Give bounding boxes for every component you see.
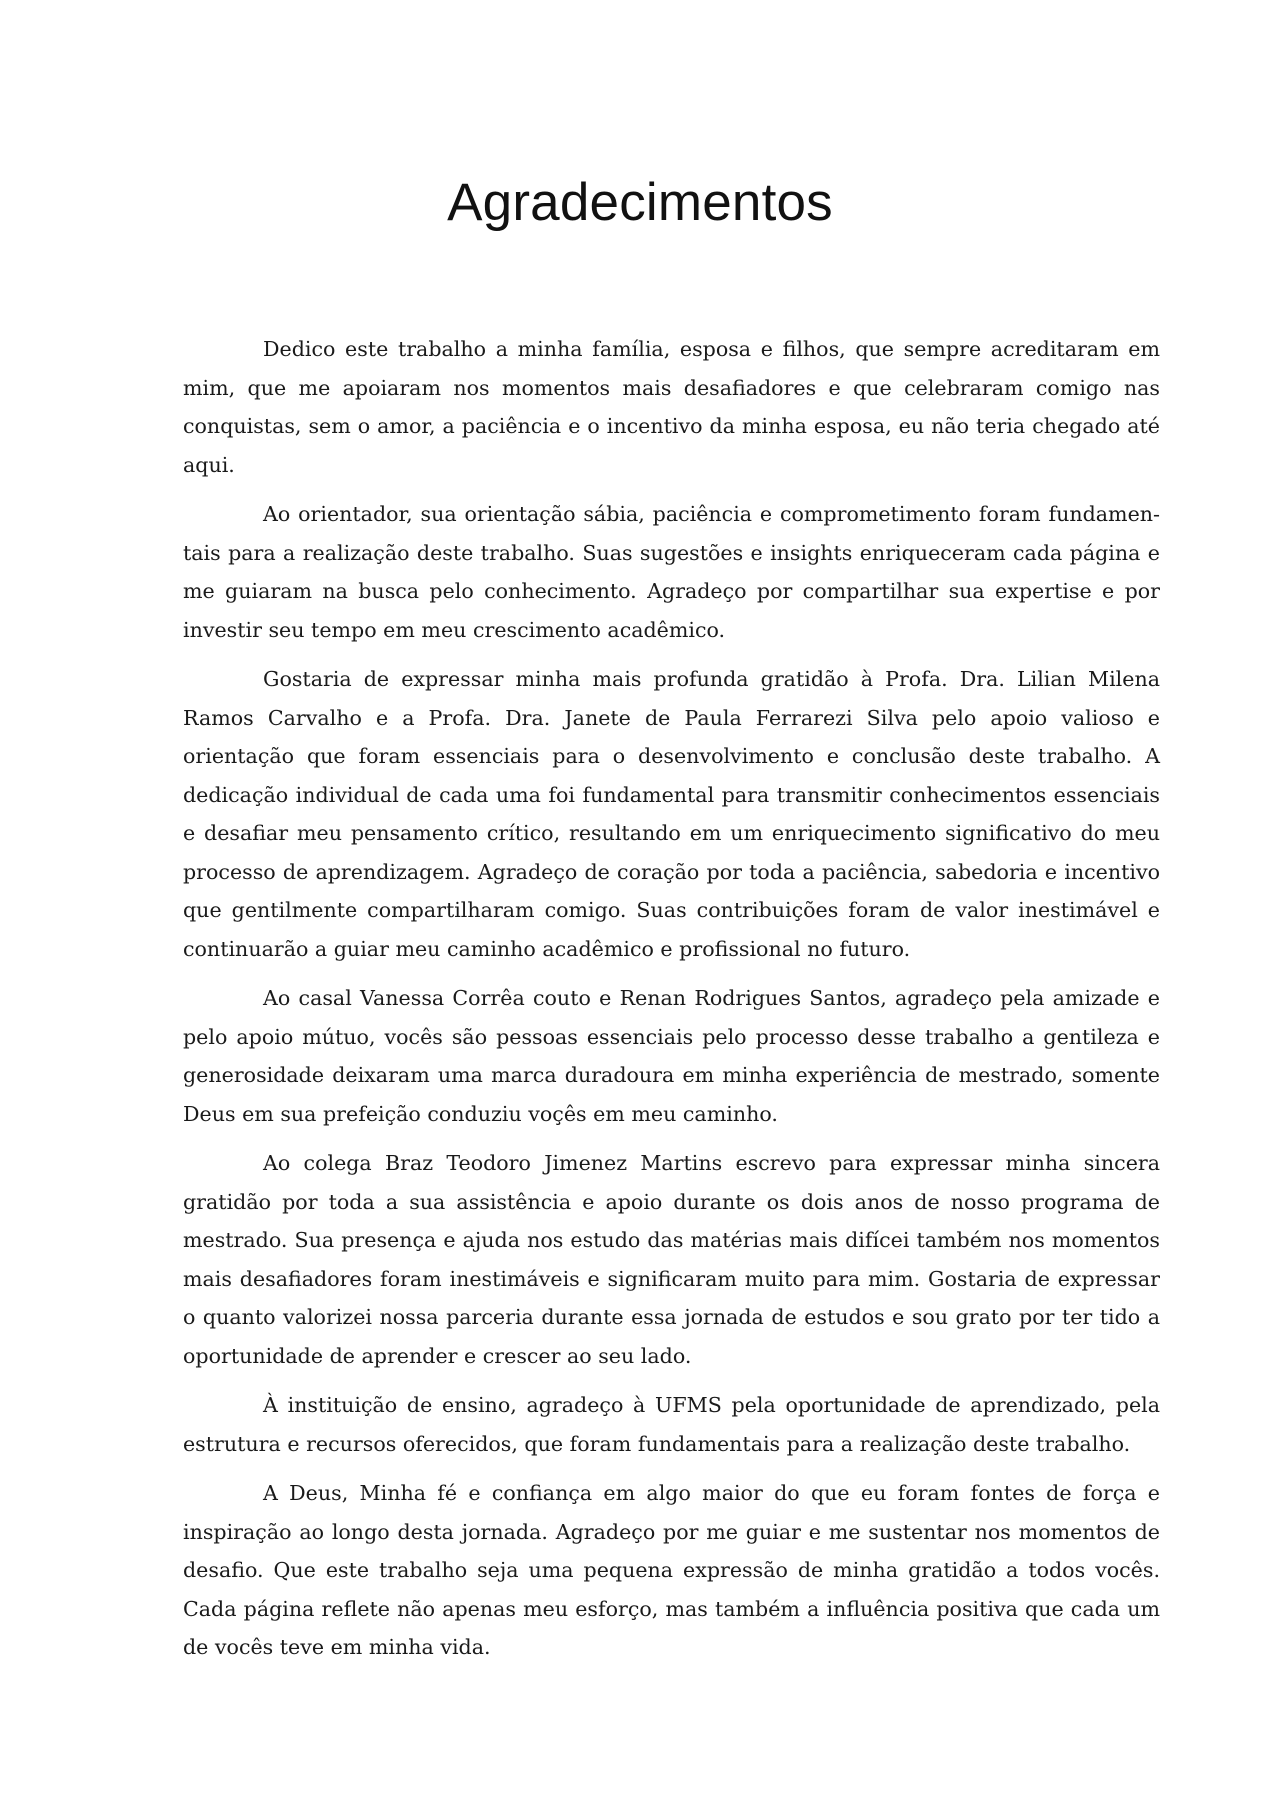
paragraph-colleague: Ao colega Braz Teodoro Jimenez Martins escrevo para expressar minha sincera gratidão por toda a sua assistência e apoio durante os dois anos de nosso programa de mestrado. Sua presença e ajuda nos estudo das matérias mais difícei também nos momentos mais desafiadores foram inestimáveis e significaram muito para mim. Gostaria de expressar o quanto valorizei nossa parceria durante essa jornada de estudos e sou grato por ter tido a oportunidade de aprender e crescer ao seu lado.	[183, 1151, 1160, 1368]
paragraph-god: A Deus, Minha fé e confiança em algo maior do que eu foram fontes de força e inspiração ao longo desta jornada. Agradeço por me guiar e me sustentar nos momentos de desafio. Que este trabalho seja uma pequena expressão de minha gratidão a todos vocês. Cada página reflete não apenas meu esforço, mas também a influência positiva que cada um de vocês teve em minha vida.	[183, 1481, 1160, 1659]
paragraph-family: Dedico este trabalho a minha família, esposa e filhos, que sempre acreditaram em mim, que me apoiaram nos momentos mais desafiadores e que celebraram comigo nas conquistas, sem o amor, a paciência e o incentivo da minha esposa, eu não teria chegado até aqui.	[183, 337, 1160, 477]
acknowledgements-body	[183, 330, 1160, 1678]
paragraph-institution: À instituição de ensino, agradeço à UFMS pela oportunidade de aprendizado, pela estrutura e recursos oferecidos, que foram fundamentais para a realização deste trabalho.	[183, 1393, 1160, 1456]
paragraph-friends-couple: Ao casal Vanessa Corrêa couto e Renan Rodrigues Santos, agradeço pela amizade e pelo apoio mútuo, vocês são pessoas essenciais pelo processo desse trabalho a gentileza e generosidade deixaram uma marca duradoura em minha experiência de mestrado, somente Deus em sua prefeição conduziu voçês em meu caminho.	[183, 986, 1160, 1126]
paragraph-professors: Gostaria de expressar minha mais profunda gratidão à Profa. Dra. Lilian Milena Ramos Carvalho e a Profa. Dra. Janete de Paula Ferrarezi Silva pelo apoio valioso e orientação que foram essenciais para o desenvolvimento e conclusão deste trabalho. A dedicação individual de cada uma foi fundamental para transmitir conhecimentos essenciais e desafiar meu pensamento crítico, resultando em um enriquecimento significativo do meu processo de aprendizagem. Agradeço de coração por toda a paciência, sabedoria e incentivo que gentilmente compartilharam comigo. Suas contribuições foram de valor inestimável e continuarão a guiar meu caminho acadêmico e profissional no futuro.	[183, 667, 1160, 961]
paragraph-advisor: Ao orientador, sua orientação sábia, paciência e comprometimento foram fundamentais para a realização deste trabalho. Suas sugestões e insights enriqueceram cada página e me guiaram na busca pelo conhecimento. Agradeço por compartilhar sua expertise e por investir seu tempo em meu crescimento acadêmico.	[183, 502, 1160, 642]
page-title: Agradecimentos	[447, 173, 833, 232]
